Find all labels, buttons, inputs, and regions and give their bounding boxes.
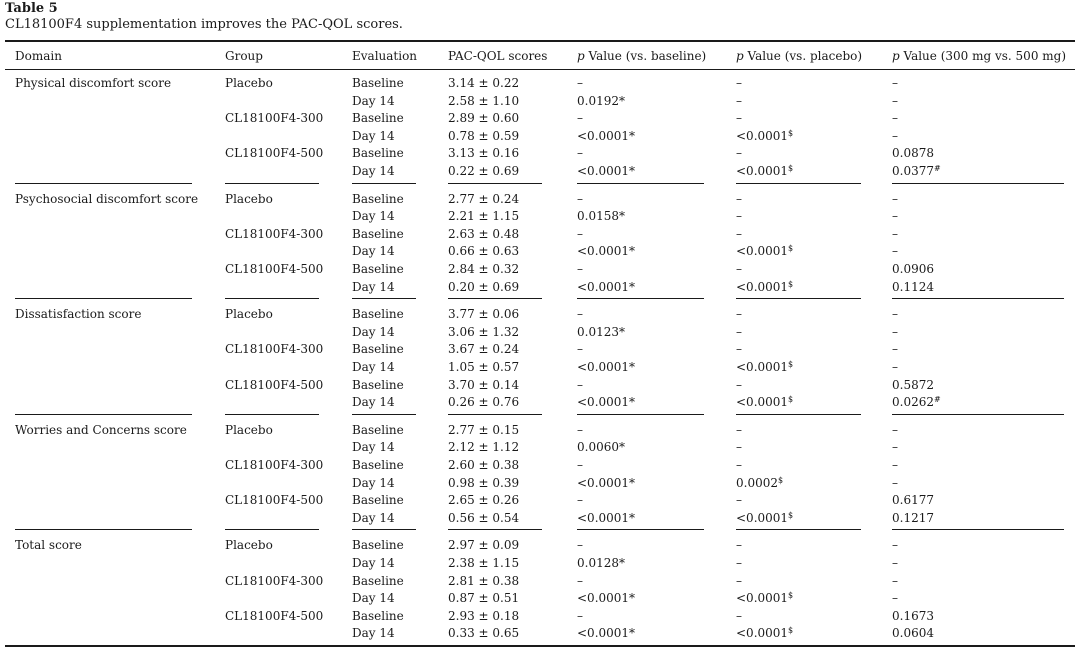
section-divider — [577, 183, 704, 184]
evaluation-cell: Day 14 — [352, 440, 395, 455]
p-italic: p — [892, 49, 900, 63]
p-placebo-value: <0.0001 — [736, 128, 789, 143]
evaluation-cell: Day 14 — [352, 510, 395, 525]
p-placebo-cell — [736, 475, 783, 492]
section-divider — [448, 183, 542, 184]
evaluation-cell: Baseline — [352, 608, 404, 623]
evaluation-cell: Day 14 — [352, 209, 395, 224]
p-placebo-cell — [736, 492, 742, 509]
p-placebo-cell — [736, 377, 742, 394]
p-dose-value: – — [892, 128, 898, 143]
score-cell: 2.93 ± 0.18 — [448, 608, 520, 623]
header-p-placebo — [736, 48, 862, 65]
p-dose-value: – — [892, 556, 898, 570]
group-cell: CL18100F4-300 — [225, 458, 324, 472]
p-placebo-value: – — [736, 556, 742, 570]
p-placebo-value: – — [736, 538, 742, 553]
section-divider — [352, 298, 416, 299]
group-cell: CL18100F4-500 — [225, 146, 324, 161]
p-baseline-cell: – — [577, 422, 583, 437]
section-divider — [736, 414, 861, 415]
section-divider — [352, 529, 416, 530]
evaluation-cell: Day 14 — [352, 244, 395, 259]
section-divider — [225, 183, 319, 184]
header-p-baseline-text: Value (vs. baseline) — [584, 49, 707, 63]
evaluation-cell: Day 14 — [352, 360, 395, 374]
domain-cell: Total score — [15, 538, 82, 553]
group-cell: Placebo — [225, 191, 273, 206]
p-placebo-cell — [736, 261, 742, 278]
p-placebo-cell — [736, 359, 793, 376]
p-dose-cell — [892, 163, 941, 180]
p-dose-cell — [892, 243, 898, 260]
p-dose-value: 0.1673 — [892, 608, 934, 623]
p-baseline-cell: <0.0001* — [577, 395, 636, 410]
p-baseline-cell: 0.0060* — [577, 440, 625, 455]
p-placebo-cell — [736, 226, 742, 243]
p-placebo-value: – — [736, 458, 742, 472]
score-cell: 2.63 ± 0.48 — [448, 226, 520, 241]
p-baseline-cell: <0.0001* — [577, 128, 636, 143]
p-dose-value: – — [892, 244, 898, 259]
evaluation-cell: Day 14 — [352, 395, 395, 410]
group-cell: CL18100F4-500 — [225, 262, 324, 276]
score-cell: 2.60 ± 0.38 — [448, 458, 520, 472]
p-baseline-cell: – — [577, 538, 583, 553]
p-placebo-cell — [736, 573, 742, 590]
significance-mark: # — [934, 164, 941, 173]
significance-mark: $ — [788, 626, 794, 636]
p-placebo-value: 0.0002 — [736, 475, 778, 490]
p-dose-cell — [892, 359, 898, 376]
p-placebo-value: – — [736, 191, 742, 206]
p-dose-value: – — [892, 342, 898, 357]
section-divider — [448, 298, 542, 299]
evaluation-cell: Day 14 — [352, 475, 395, 490]
p-dose-cell — [892, 475, 898, 492]
group-cell: CL18100F4-300 — [225, 342, 324, 357]
p-baseline-cell: – — [577, 608, 583, 623]
evaluation-cell: Day 14 — [352, 93, 395, 108]
p-dose-cell — [892, 377, 934, 394]
evaluation-cell: Baseline — [352, 191, 404, 206]
p-placebo-value: – — [736, 111, 742, 126]
bottom-rule — [5, 645, 1075, 647]
p-baseline-cell: <0.0001* — [577, 360, 636, 374]
p-dose-value: 0.0377 — [892, 164, 934, 178]
group-cell: CL18100F4-500 — [225, 377, 324, 392]
significance-mark: $ — [788, 360, 794, 369]
p-dose-value: – — [892, 422, 898, 437]
p-baseline-cell: – — [577, 191, 583, 206]
p-placebo-value: – — [736, 608, 742, 623]
p-baseline-cell: 0.0123* — [577, 324, 625, 339]
p-dose-value: 0.0604 — [892, 626, 934, 641]
p-dose-cell — [892, 573, 898, 590]
p-placebo-value: – — [736, 377, 742, 392]
p-dose-value: – — [892, 324, 898, 339]
p-placebo-cell — [736, 208, 742, 225]
section-divider — [15, 298, 192, 299]
p-dose-cell — [892, 93, 898, 110]
evaluation-cell: Baseline — [352, 307, 404, 322]
p-placebo-cell — [736, 75, 742, 92]
table-label: Table 5 — [5, 1, 58, 16]
p-dose-value: 0.0906 — [892, 262, 934, 276]
p-placebo-cell — [736, 145, 742, 162]
p-dose-cell — [892, 208, 898, 225]
score-cell: 2.65 ± 0.26 — [448, 493, 520, 508]
p-dose-cell — [892, 394, 941, 411]
p-dose-value: – — [892, 191, 898, 206]
p-placebo-cell — [736, 163, 793, 180]
section-divider — [15, 414, 192, 415]
p-placebo-cell — [736, 625, 793, 642]
evaluation-cell: Day 14 — [352, 556, 395, 570]
p-dose-value: 0.6177 — [892, 493, 934, 508]
p-placebo-cell — [736, 279, 793, 296]
significance-mark: $ — [778, 475, 784, 485]
group-cell: CL18100F4-300 — [225, 111, 324, 126]
p-placebo-cell — [736, 306, 742, 323]
p-dose-cell — [892, 590, 898, 607]
p-baseline-cell: – — [577, 111, 583, 126]
p-placebo-value: – — [736, 324, 742, 339]
p-italic: p — [577, 49, 585, 63]
p-dose-value: – — [892, 573, 898, 588]
evaluation-cell: Day 14 — [352, 128, 395, 143]
score-cell: 0.33 ± 0.65 — [448, 626, 520, 641]
significance-mark: $ — [788, 279, 794, 289]
header-group: Group — [225, 49, 263, 63]
group-cell: CL18100F4-500 — [225, 493, 324, 508]
evaluation-cell: Baseline — [352, 76, 404, 90]
p-baseline-cell: – — [577, 226, 583, 241]
p-placebo-value: – — [736, 493, 742, 508]
score-cell: 3.14 ± 0.22 — [448, 76, 520, 90]
p-baseline-cell: <0.0001* — [577, 591, 636, 606]
score-cell: 2.77 ± 0.24 — [448, 191, 520, 206]
p-placebo-value: <0.0001 — [736, 510, 789, 525]
p-placebo-value: – — [736, 262, 742, 276]
group-cell: Placebo — [225, 307, 273, 322]
top-rule — [5, 40, 1075, 42]
section-divider — [892, 183, 1064, 184]
score-cell: 2.58 ± 1.10 — [448, 93, 520, 108]
evaluation-cell: Baseline — [352, 573, 404, 588]
p-dose-cell — [892, 279, 934, 296]
section-divider — [892, 414, 1064, 415]
score-cell: 0.22 ± 0.69 — [448, 164, 520, 178]
section-divider — [15, 529, 192, 530]
evaluation-cell: Baseline — [352, 342, 404, 357]
p-dose-cell — [892, 439, 898, 456]
section-divider — [577, 298, 704, 299]
p-dose-value: – — [892, 591, 898, 606]
section-divider — [577, 414, 704, 415]
evaluation-cell: Baseline — [352, 146, 404, 161]
p-dose-cell — [892, 226, 898, 243]
p-placebo-value: – — [736, 146, 742, 161]
evaluation-cell: Day 14 — [352, 626, 395, 641]
section-divider — [892, 529, 1064, 530]
p-dose-value: 0.5872 — [892, 377, 934, 392]
p-dose-value: – — [892, 440, 898, 455]
p-dose-cell — [892, 625, 934, 642]
p-placebo-value: <0.0001 — [736, 164, 789, 178]
domain-cell: Dissatisfaction score — [15, 307, 142, 322]
group-cell: CL18100F4-300 — [225, 573, 324, 588]
p-placebo-value: – — [736, 307, 742, 322]
evaluation-cell: Baseline — [352, 422, 404, 437]
p-placebo-cell — [736, 191, 742, 208]
p-baseline-cell: 0.0128* — [577, 556, 625, 570]
p-dose-cell — [892, 457, 898, 474]
p-placebo-value: – — [736, 573, 742, 588]
p-baseline-cell: <0.0001* — [577, 475, 636, 490]
p-placebo-value: <0.0001 — [736, 626, 789, 641]
score-cell: 3.13 ± 0.16 — [448, 146, 520, 161]
table-caption — [5, 1, 1075, 33]
group-cell: CL18100F4-500 — [225, 608, 324, 623]
section-divider — [225, 298, 319, 299]
p-placebo-cell — [736, 555, 742, 572]
score-cell: 0.98 ± 0.39 — [448, 475, 520, 490]
p-dose-cell — [892, 341, 898, 358]
p-dose-cell — [892, 306, 898, 323]
group-cell: Placebo — [225, 76, 273, 90]
p-baseline-cell: <0.0001* — [577, 164, 636, 178]
p-placebo-value: – — [736, 93, 742, 108]
score-cell: 3.77 ± 0.06 — [448, 307, 520, 322]
score-cell: 0.56 ± 0.54 — [448, 510, 520, 525]
p-baseline-cell: – — [577, 493, 583, 508]
p-placebo-cell — [736, 608, 742, 625]
p-placebo-value: – — [736, 209, 742, 224]
section-divider — [448, 529, 542, 530]
table-title: CL18100F4 supplementation improves the PAC-QOL scores. — [5, 17, 403, 32]
header-p-baseline — [577, 48, 706, 65]
header-p-dose-text: Value (300 mg vs. 500 mg) — [899, 49, 1067, 63]
header-p-placebo-text: Value (vs. placebo) — [743, 49, 863, 63]
p-dose-value: – — [892, 209, 898, 224]
p-placebo-cell — [736, 439, 742, 456]
p-placebo-value: – — [736, 422, 742, 437]
score-cell: 0.66 ± 0.63 — [448, 244, 520, 259]
evaluation-cell: Day 14 — [352, 591, 395, 606]
p-baseline-cell: – — [577, 146, 583, 161]
p-italic: p — [736, 49, 744, 63]
p-placebo-value: <0.0001 — [736, 591, 789, 606]
p-placebo-cell — [736, 394, 793, 411]
header-p-dose — [892, 48, 1066, 65]
p-placebo-cell — [736, 510, 793, 527]
evaluation-cell: Baseline — [352, 226, 404, 241]
score-cell: 2.89 ± 0.60 — [448, 111, 520, 126]
p-placebo-value: <0.0001 — [736, 360, 789, 374]
score-cell: 2.21 ± 1.15 — [448, 209, 520, 224]
p-baseline-cell: <0.0001* — [577, 626, 636, 641]
p-dose-cell — [892, 555, 898, 572]
p-dose-cell — [892, 492, 934, 509]
evaluation-cell: Baseline — [352, 538, 404, 553]
header-evaluation: Evaluation — [352, 49, 418, 63]
header-domain: Domain — [15, 49, 62, 63]
p-baseline-cell: – — [577, 76, 583, 90]
section-divider — [15, 183, 192, 184]
domain-cell: Psychosocial discomfort score — [15, 191, 199, 206]
domain-cell: Worries and Concerns score — [15, 422, 187, 437]
score-cell: 0.78 ± 0.59 — [448, 128, 520, 143]
p-placebo-cell — [736, 110, 742, 127]
p-dose-value: 0.0262 — [892, 395, 934, 410]
score-cell: 3.06 ± 1.32 — [448, 324, 520, 339]
p-placebo-value: – — [736, 342, 742, 357]
section-divider — [225, 529, 319, 530]
p-baseline-cell: – — [577, 573, 583, 588]
evaluation-cell: Baseline — [352, 111, 404, 126]
p-dose-value: – — [892, 93, 898, 108]
significance-mark: # — [934, 395, 941, 405]
p-dose-value: – — [892, 458, 898, 472]
domain-cell: Physical discomfort score — [15, 76, 172, 90]
p-baseline-cell: <0.0001* — [577, 244, 636, 259]
group-cell: CL18100F4-300 — [225, 226, 324, 241]
score-cell: 0.87 ± 0.51 — [448, 591, 520, 606]
score-cell: 0.20 ± 0.69 — [448, 279, 520, 294]
p-dose-cell — [892, 510, 934, 527]
score-cell: 3.70 ± 0.14 — [448, 377, 520, 392]
p-dose-cell — [892, 261, 934, 278]
p-baseline-cell: 0.0158* — [577, 209, 625, 224]
score-cell: 2.77 ± 0.15 — [448, 422, 520, 437]
score-cell: 0.26 ± 0.76 — [448, 395, 520, 410]
p-dose-cell — [892, 128, 898, 145]
p-dose-cell — [892, 110, 898, 127]
significance-mark: $ — [788, 395, 794, 405]
section-divider — [352, 183, 416, 184]
p-baseline-cell: <0.0001* — [577, 279, 636, 294]
significance-mark: $ — [788, 128, 794, 138]
p-dose-cell — [892, 324, 898, 341]
score-cell: 2.38 ± 1.15 — [448, 556, 520, 570]
p-dose-value: – — [892, 76, 898, 90]
p-baseline-cell: – — [577, 262, 583, 276]
p-placebo-cell — [736, 243, 793, 260]
evaluation-cell: Day 14 — [352, 279, 395, 294]
p-placebo-cell — [736, 457, 742, 474]
p-baseline-cell: 0.0192* — [577, 93, 625, 108]
section-divider — [577, 529, 704, 530]
p-dose-cell — [892, 537, 898, 554]
p-placebo-cell — [736, 324, 742, 341]
p-placebo-value: <0.0001 — [736, 279, 789, 294]
p-baseline-cell: <0.0001* — [577, 510, 636, 525]
significance-mark: $ — [788, 164, 794, 173]
p-placebo-value: – — [736, 226, 742, 241]
score-cell: 2.84 ± 0.32 — [448, 262, 520, 276]
p-placebo-value: <0.0001 — [736, 395, 789, 410]
significance-mark: $ — [788, 244, 794, 254]
score-cell: 2.12 ± 1.12 — [448, 440, 520, 455]
p-dose-value: – — [892, 538, 898, 553]
p-placebo-value: <0.0001 — [736, 244, 789, 259]
p-baseline-cell: – — [577, 458, 583, 472]
evaluation-cell: Baseline — [352, 493, 404, 508]
section-divider — [352, 414, 416, 415]
p-dose-cell — [892, 191, 898, 208]
section-divider — [892, 298, 1064, 299]
score-cell: 3.67 ± 0.24 — [448, 342, 520, 357]
score-cell: 2.97 ± 0.09 — [448, 538, 520, 553]
p-dose-cell — [892, 608, 934, 625]
p-placebo-cell — [736, 537, 742, 554]
score-cell: 2.81 ± 0.38 — [448, 573, 520, 588]
p-placebo-cell — [736, 590, 793, 607]
section-divider — [736, 183, 861, 184]
score-cell: 1.05 ± 0.57 — [448, 360, 520, 374]
header-rule — [5, 69, 1075, 70]
significance-mark: $ — [788, 591, 794, 601]
p-dose-value: – — [892, 475, 898, 490]
p-dose-value: – — [892, 226, 898, 241]
p-dose-value: 0.0878 — [892, 146, 934, 161]
header-scores: PAC-QOL scores — [448, 49, 548, 63]
section-divider — [736, 529, 861, 530]
section-divider — [736, 298, 861, 299]
p-dose-value: 0.1124 — [892, 279, 934, 294]
p-dose-value: – — [892, 111, 898, 126]
section-divider — [225, 414, 319, 415]
evaluation-cell: Day 14 — [352, 164, 395, 178]
evaluation-cell: Baseline — [352, 458, 404, 472]
p-dose-value: – — [892, 360, 898, 374]
evaluation-cell: Day 14 — [352, 324, 395, 339]
group-cell: Placebo — [225, 422, 273, 437]
p-placebo-value: – — [736, 440, 742, 455]
p-baseline-cell: – — [577, 342, 583, 357]
p-placebo-cell — [736, 93, 742, 110]
p-baseline-cell: – — [577, 377, 583, 392]
p-dose-value: 0.1217 — [892, 510, 934, 525]
p-placebo-cell — [736, 422, 742, 439]
p-dose-cell — [892, 422, 898, 439]
evaluation-cell: Baseline — [352, 262, 404, 276]
p-dose-value: – — [892, 307, 898, 322]
group-cell: Placebo — [225, 538, 273, 553]
p-placebo-cell — [736, 341, 742, 358]
significance-mark: $ — [788, 510, 794, 520]
p-baseline-cell: – — [577, 307, 583, 322]
p-placebo-cell — [736, 128, 793, 145]
p-dose-cell — [892, 145, 934, 162]
p-placebo-value: – — [736, 76, 742, 90]
section-divider — [448, 414, 542, 415]
p-dose-cell — [892, 75, 898, 92]
evaluation-cell: Baseline — [352, 377, 404, 392]
